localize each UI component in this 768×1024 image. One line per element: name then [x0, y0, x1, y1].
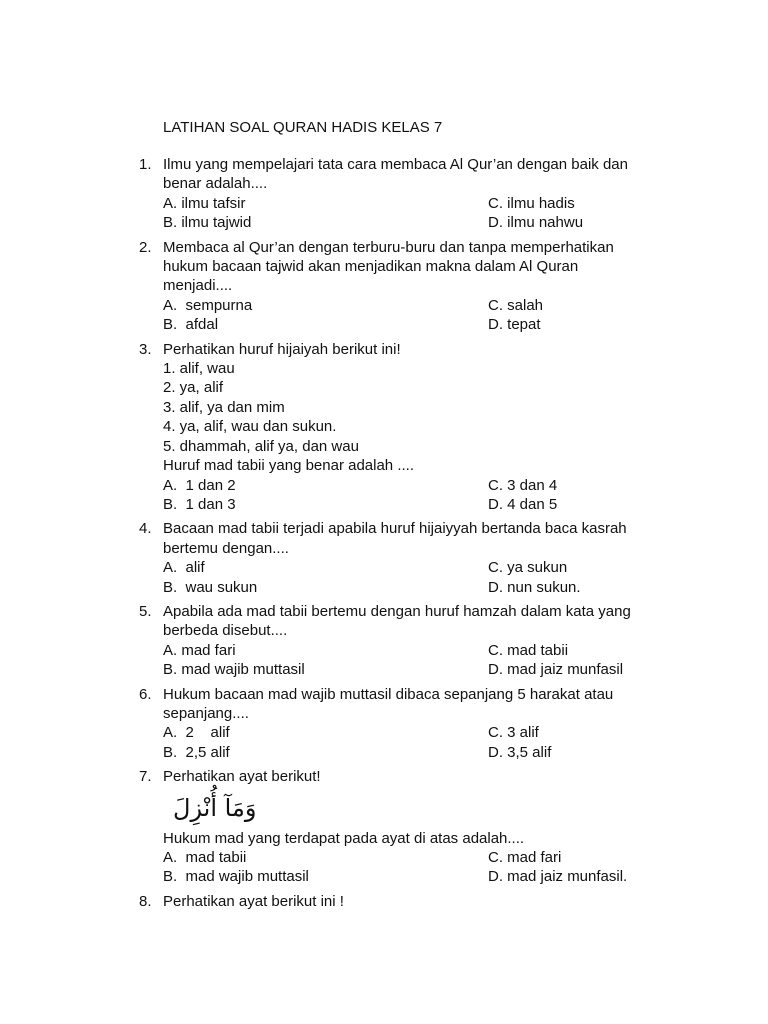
option-row [163, 641, 643, 660]
question-text: Bacaan mad tabii terjadi apabila huruf hijaiyyah bertanda baca kasrah bertemu dengan.... [163, 520, 627, 557]
list-item: 1. alif, wau [163, 360, 235, 378]
option-row [163, 315, 643, 334]
option: D. mad jaiz munfasil [488, 661, 624, 679]
option: D. 4 dan 5 [488, 495, 558, 513]
option: C. mad fari [488, 849, 562, 866]
question-text: Apabila ada mad tabii bertemu dengan huruf hamzah dalam kata yang berbeda disebut.... [163, 602, 631, 640]
question-text: Perhatikan huruf hijaiyah berikut ini! [163, 340, 401, 358]
option: C. mad tabii [488, 641, 569, 659]
question-5 [0, 602, 768, 680]
option: D. mad jaiz munfasil. [488, 868, 628, 886]
question-7 [0, 767, 768, 887]
question-body [163, 685, 643, 763]
option: A. 2 alif [163, 724, 230, 742]
arabic-verse-container [163, 787, 643, 829]
question-body [163, 340, 643, 515]
option-row [163, 848, 643, 867]
question-text: Perhatikan ayat berikut! [163, 768, 321, 786]
option: A. alif [163, 559, 205, 577]
question-text: Membaca al Qur’an dengan terburu-buru dan tanpa memperhatikan hukum bacaan tajwid akan menjadikan makna dalam Al Quran menjadi.... [163, 238, 614, 295]
question-prompt: Hukum mad yang terdapat pada ayat di atas adalah.... [163, 829, 525, 847]
option: C. salah [488, 296, 544, 314]
option: B. ilmu tajwid [163, 214, 252, 232]
list-item: 5. dhammah, alif ya, dan wau [163, 437, 359, 455]
question-text: Perhatikan ayat berikut ini ! [163, 892, 344, 910]
question-prompt: Huruf mad tabii yang benar adalah .... [163, 457, 414, 475]
page-title: LATIHAN SOAL QURAN HADIS KELAS 7 [163, 119, 443, 136]
option: C. ya sukun [488, 559, 568, 577]
question-text: Hukum bacaan mad wajib muttasil dibaca sepanjang 5 harakat atau sepanjang.... [163, 685, 614, 722]
option: D. ilmu nahwu [488, 214, 584, 232]
question-6 [0, 685, 768, 763]
list-item: 4. ya, alif, wau dan sukun. [163, 418, 337, 436]
option: C. 3 dan 4 [488, 476, 558, 494]
option: B. 1 dan 3 [163, 495, 236, 513]
option-row [163, 194, 643, 213]
question-list [0, 155, 768, 916]
option: C. ilmu hadis [488, 194, 575, 212]
option: B. 2,5 alif [163, 743, 230, 761]
option-row [163, 743, 643, 762]
option: B. afdal [163, 316, 219, 334]
option-row [163, 723, 643, 742]
option: A. ilmu tafsir [163, 194, 246, 212]
question-number: 7. [139, 768, 152, 786]
question-number: 8. [139, 892, 152, 910]
question-body [163, 892, 643, 911]
question-body [163, 519, 643, 597]
question-body [163, 238, 643, 335]
question-text: Ilmu yang mempelajari tata cara membaca Al Qur’an dengan baik dan benar adalah.... [163, 156, 628, 193]
option: B. mad wajib muttasil [163, 661, 305, 679]
option-row [163, 867, 643, 886]
option-row [163, 476, 643, 495]
option: C. 3 alif [488, 724, 539, 742]
question-number: 3. [139, 340, 152, 358]
option: D. 3,5 alif [488, 743, 552, 761]
question-4 [0, 519, 768, 597]
option: D. tepat [488, 316, 541, 334]
arabic-verse: وَمَآ أُنْزِلَ [173, 793, 257, 822]
question-2 [0, 238, 768, 335]
option: A. mad tabii [163, 849, 247, 866]
option: D. nun sukun. [488, 578, 581, 596]
option-row [163, 495, 643, 514]
option: B. mad wajib muttasil [163, 868, 309, 886]
question-body [163, 155, 643, 233]
question-body [163, 602, 643, 680]
question-3 [0, 340, 768, 515]
list-item: 3. alif, ya dan mim [163, 398, 285, 416]
question-number: 2. [139, 238, 152, 256]
question-number: 5. [139, 602, 152, 620]
question-number: 4. [139, 520, 152, 538]
option-row [163, 660, 643, 679]
question-number: 6. [139, 685, 152, 703]
option: B. wau sukun [163, 578, 258, 596]
question-number: 1. [139, 156, 152, 173]
question-8 [0, 892, 768, 911]
option: A. sempurna [163, 296, 253, 314]
question-body [163, 767, 643, 887]
option-row [163, 558, 643, 577]
option-row [163, 213, 643, 232]
option: A. mad fari [163, 641, 236, 659]
option-row [163, 578, 643, 597]
list-item: 2. ya, alif [163, 379, 224, 397]
option-row [163, 296, 643, 315]
question-1 [0, 155, 768, 233]
option: A. 1 dan 2 [163, 476, 236, 494]
